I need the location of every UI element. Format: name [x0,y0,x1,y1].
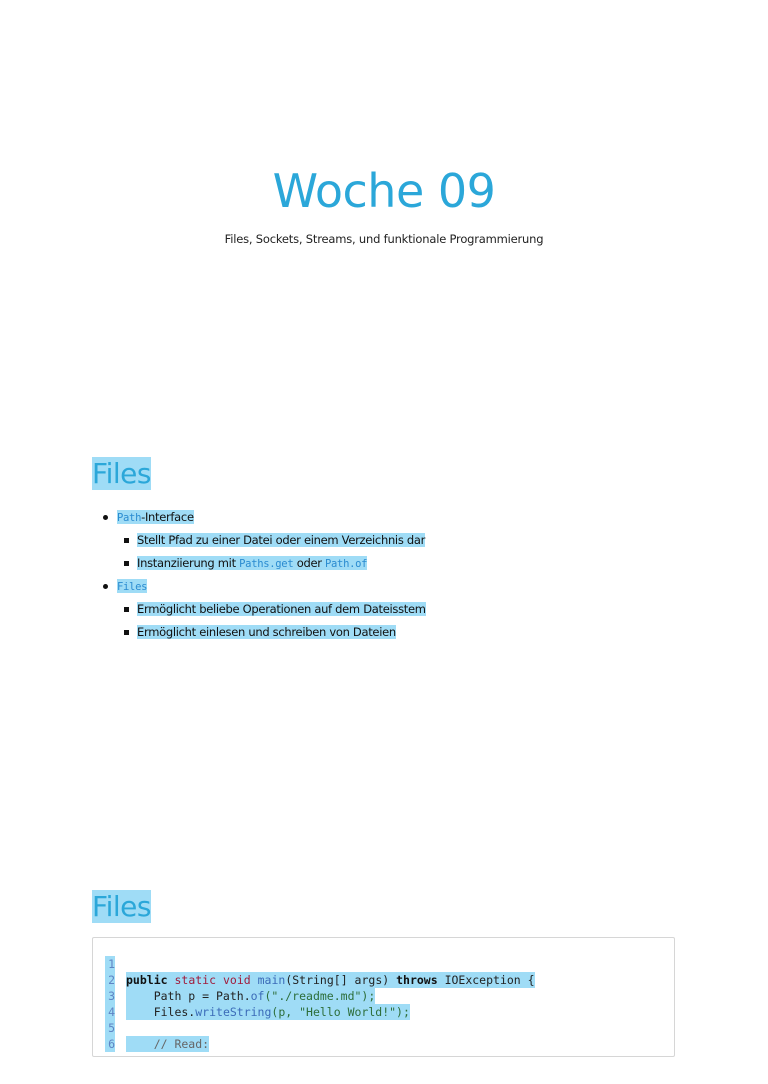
code-block [92,937,675,1057]
list-item-files [96,577,696,600]
list-item-path [96,508,696,531]
bullet-square [124,630,129,635]
code-args: (String[] args) [285,973,397,987]
function-name: writeString [195,1005,272,1019]
keyword-static: static [174,973,217,987]
list-subitem [96,554,696,577]
bullet-dot [103,515,108,520]
line-number: 2 [105,972,115,988]
code-rest: (p, "Hello World!"); [271,1005,410,1019]
keyword-throws: throws [396,973,438,987]
line-number: 1 [105,956,115,972]
list-subitem-text: oder [293,556,326,570]
line-number: 6 [105,1036,115,1052]
section-heading-files-code [92,891,151,923]
list-subitem [96,600,696,623]
section-heading-text: Files [92,890,151,923]
code-prefix: Path p = Path. [126,989,251,1003]
code-prefix: Files. [126,1005,196,1019]
section-heading-files [92,458,151,490]
inline-code-paths-get: Paths.get [239,558,294,570]
code-line [93,1004,674,1051]
list-item-content [117,510,194,524]
list-subitem-text: Ermöglicht beliebe Operationen auf dem Dateisstem [137,602,426,616]
list-subitem-text: Stellt Pfad zu einer Datei oder einem Verzeichnis dar [137,533,426,547]
inline-code-path-of: Path.of [325,558,368,570]
keyword-void: void [222,973,251,987]
code-rest: IOException { [437,973,535,987]
line-number: 4 [105,1004,115,1020]
list-subitem [96,623,696,646]
list-item-content [117,579,147,593]
list-subitem-content [137,556,367,570]
line-number: 3 [105,988,115,1004]
list-item-text: -Interface [141,510,194,524]
bullet-square [124,538,129,543]
function-name: of [250,989,265,1003]
inline-code-files: Files [117,581,148,593]
page-title: Woche 09 [272,164,496,218]
code-rest: ("./readme.md"); [264,989,376,1003]
files-bullet-list [96,508,696,646]
section-heading-text: Files [92,457,151,490]
list-subitem [96,531,696,554]
bullet-dot [103,584,108,589]
list-subitem-text: Ermöglicht einlesen und schreiben von Dateien [137,625,396,639]
bullet-square [124,607,129,612]
title-slide [0,160,768,246]
code-comment: // Read: [126,1037,210,1051]
function-name: main [257,973,286,987]
line-number: 5 [105,1020,115,1036]
code-line [93,940,674,987]
list-subitem-text: Instanziierung mit [137,556,240,570]
keyword-public: public [126,973,168,987]
bullet-square [124,561,129,566]
page-subtitle: Files, Sockets, Streams, und funktionale Programmierung [224,232,544,246]
inline-code-path: Path [117,512,142,524]
